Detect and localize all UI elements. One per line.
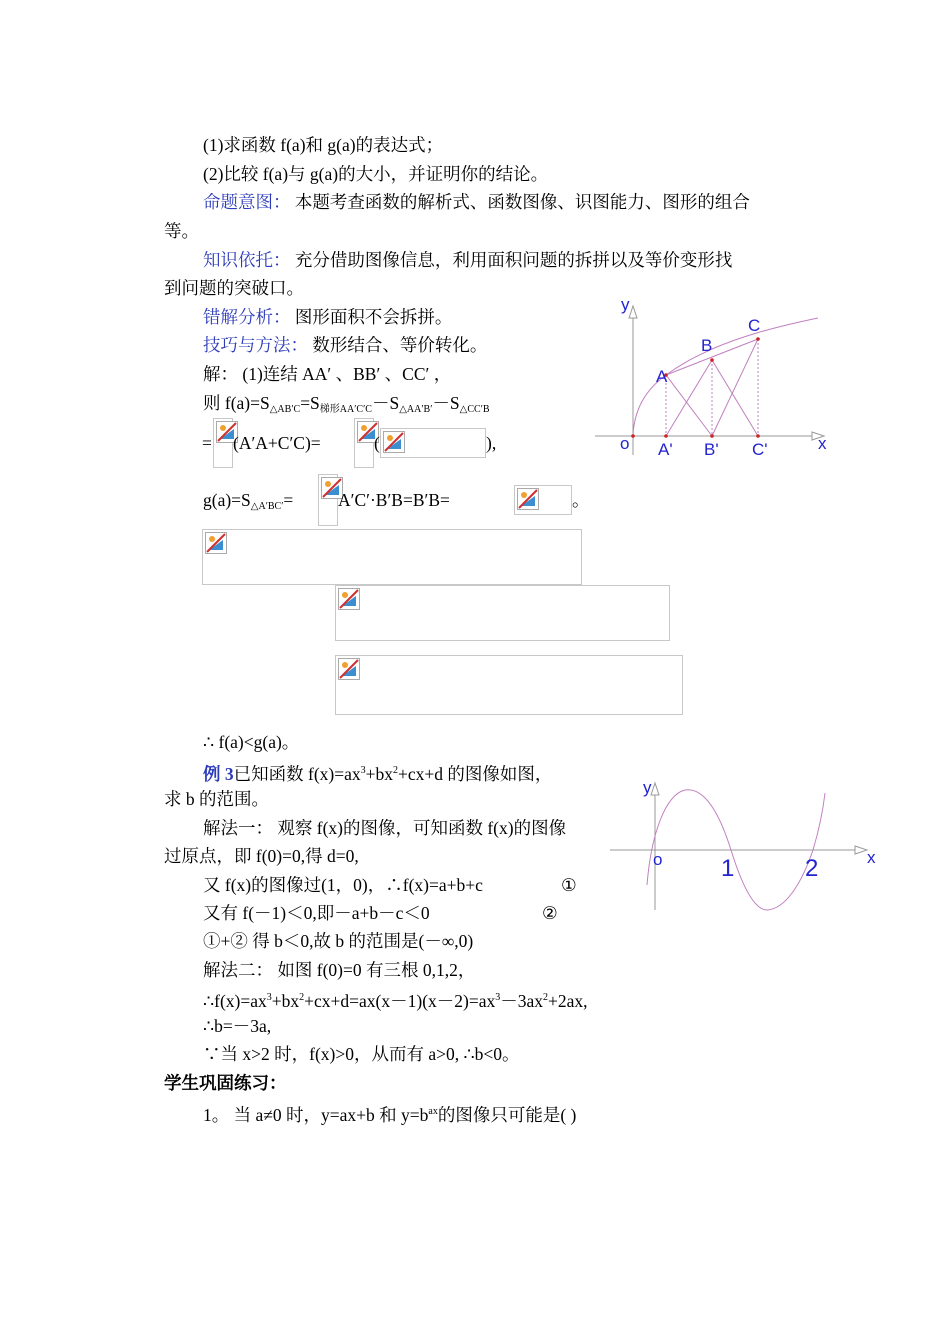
intent-line bbox=[203, 191, 750, 213]
broken-image bbox=[514, 485, 572, 515]
ex3-sup: 3 bbox=[360, 765, 366, 776]
x-axis-arrow bbox=[855, 846, 867, 854]
y-axis-arrow bbox=[651, 783, 659, 795]
method1-line-1: 解法一： 观察 f(x)的图像，可知函数 f(x)的图像 bbox=[203, 818, 567, 838]
segment-BC1 bbox=[712, 360, 758, 436]
intent-line-2: 等。 bbox=[164, 221, 199, 241]
sol-sub: △CC′B bbox=[459, 404, 490, 415]
question-1: (1)求函数 f(a)和 g(a)的表达式； bbox=[203, 135, 444, 155]
ex3-text: +bx bbox=[365, 763, 393, 784]
figure-2 bbox=[605, 775, 885, 915]
ex3-text: +cx+d 的图像如图， bbox=[398, 763, 553, 784]
sol-g-end: 。 bbox=[572, 490, 590, 510]
point-C1 bbox=[756, 434, 760, 438]
method-text: 数形结合、等价转化。 bbox=[308, 335, 488, 355]
m2-sup: 3 bbox=[266, 992, 272, 1003]
broken-image bbox=[318, 474, 338, 526]
sol-g-line bbox=[203, 489, 293, 518]
label-two: 2 bbox=[805, 855, 819, 882]
basis-text: 充分借助图像信息，利用面积问题的拆拼以及等价变形找 bbox=[290, 250, 733, 270]
label-y: y bbox=[643, 778, 652, 797]
method-label: 技巧与方法： bbox=[203, 335, 308, 355]
sol-sub: △A′BC′ bbox=[250, 501, 284, 512]
broken-image bbox=[335, 585, 670, 641]
sol-eq-2: (A′A+C′C)= bbox=[233, 433, 321, 453]
segment-AB1 bbox=[666, 375, 712, 436]
y-axis-arrow bbox=[629, 306, 637, 318]
method2-line-2 bbox=[203, 987, 588, 1012]
broken-image-icon bbox=[205, 532, 227, 554]
label-x: x bbox=[867, 848, 876, 867]
broken-image-icon bbox=[517, 488, 539, 510]
basis-line bbox=[203, 249, 732, 271]
label-one: 1 bbox=[721, 855, 735, 882]
mark-1: ① bbox=[561, 875, 577, 895]
figure-1 bbox=[590, 290, 840, 465]
sol-sub: 梯形AA′C′C bbox=[319, 404, 372, 415]
error-label: 错解分析： bbox=[203, 307, 291, 327]
label-B: B bbox=[701, 336, 713, 355]
label-C1: C' bbox=[752, 440, 768, 459]
example-3-line bbox=[203, 760, 552, 785]
point-B bbox=[710, 358, 714, 362]
error-text: 图形面积不会拆拼。 bbox=[290, 307, 453, 327]
broken-image-icon bbox=[383, 431, 405, 453]
therefore-line: ∴ f(a)<g(a)。 bbox=[203, 732, 300, 752]
solution-line-1: 解： (1)连结 AA′ 、BB′ 、CC′ ， bbox=[203, 364, 452, 384]
practice-text: 的图像只可能是( ) bbox=[437, 1104, 577, 1125]
error-line bbox=[203, 306, 452, 328]
m2-sup: 2 bbox=[543, 992, 549, 1003]
broken-image-icon bbox=[338, 588, 360, 610]
mark-2: ② bbox=[542, 903, 558, 923]
m2-text: +cx+d=ax(x－1)(x－2)=ax bbox=[304, 990, 496, 1011]
method1-line-2: 过原点，即 f(0)=0,得 d=0, bbox=[164, 846, 359, 866]
m2-text: +2ax, bbox=[548, 990, 588, 1011]
basis-label: 知识依托： bbox=[203, 250, 291, 270]
broken-image bbox=[202, 529, 582, 585]
question-2: (2)比较 f(a)与 g(a)的大小，并证明你的结论。 bbox=[203, 164, 549, 184]
m2-sup: 2 bbox=[299, 992, 305, 1003]
practice-sup: ax bbox=[428, 1106, 438, 1117]
label-x: x bbox=[818, 434, 827, 453]
basis-line-2: 到问题的突破口。 bbox=[164, 278, 304, 298]
point-C bbox=[756, 337, 760, 341]
m2-text: －3ax bbox=[500, 990, 544, 1011]
sol-text: =S bbox=[300, 393, 320, 413]
broken-image bbox=[380, 428, 486, 458]
intent-text: 本题考查函数的解析式、函数图像、识图能力、图形的组合 bbox=[290, 192, 750, 212]
ex3-sup: 2 bbox=[393, 765, 398, 776]
sol-eq-3: ( bbox=[374, 433, 380, 453]
label-A1: A' bbox=[658, 440, 673, 459]
method1-line-5: ①+② 得 b＜0,故 b 的范围是(－∞,0) bbox=[203, 931, 474, 951]
sol-sub: △AB′C bbox=[269, 404, 301, 415]
method2-line-1: 解法二： 如图 f(0)=0 有三根 0,1,2， bbox=[203, 960, 476, 980]
m2-sup: 3 bbox=[495, 992, 501, 1003]
sol-eq-4: ), bbox=[486, 433, 497, 453]
method2-line-3: ∴b=－3a, bbox=[203, 1016, 272, 1036]
m2-text: +bx bbox=[271, 990, 300, 1011]
broken-image bbox=[354, 418, 374, 468]
solution-line-2 bbox=[203, 392, 490, 421]
sol-text: 则 f(a)=S bbox=[203, 393, 270, 413]
method2-line-4: ∵当 x>2 时，f(x)>0，从而有 a>0, ∴b<0。 bbox=[203, 1044, 520, 1064]
sol-text: －S bbox=[371, 393, 400, 413]
sol-text: g(a)=S bbox=[203, 490, 251, 510]
label-C: C bbox=[748, 316, 761, 335]
label-A: A bbox=[656, 367, 668, 386]
method-line bbox=[203, 334, 487, 356]
practice-title: 学生巩固练习： bbox=[164, 1073, 287, 1093]
broken-image-icon bbox=[338, 658, 360, 680]
segment-A1B bbox=[666, 360, 712, 436]
point-A1 bbox=[664, 434, 668, 438]
intent-label: 命题意图： bbox=[203, 192, 291, 212]
practice-question-1 bbox=[203, 1101, 576, 1126]
segment-B1C bbox=[712, 339, 758, 436]
label-B1: B' bbox=[704, 440, 719, 459]
label-y: y bbox=[621, 295, 630, 314]
sol-sub: △AA′B′ bbox=[399, 404, 433, 415]
sol-g-mid: A′C′·B′B=B′B= bbox=[338, 490, 450, 510]
method1-line-4: 又有 f(－1)＜0,即－a+b－c＜0 bbox=[203, 903, 430, 923]
sol-eq-1: = bbox=[202, 433, 212, 453]
sol-text: = bbox=[283, 490, 294, 510]
m2-text: ∴f(x)=ax bbox=[203, 990, 267, 1011]
broken-image bbox=[335, 655, 683, 715]
ex3-text: 已知函数 f(x)=ax bbox=[233, 763, 361, 784]
example-3-label: 例 3 bbox=[203, 763, 234, 784]
sol-text: －S bbox=[432, 393, 460, 413]
practice-text: 1。 当 a≠0 时，y=ax+b 和 y=b bbox=[203, 1104, 429, 1125]
label-o: o bbox=[620, 434, 630, 453]
point-o bbox=[631, 434, 635, 438]
point-B1 bbox=[710, 434, 714, 438]
broken-image bbox=[213, 418, 233, 468]
method1-line-3: 又 f(x)的图像过(1，0)，∴f(x)=a+b+c bbox=[203, 875, 483, 895]
example-3-line-2: 求 b 的范围。 bbox=[164, 789, 269, 809]
label-o: o bbox=[653, 850, 663, 869]
